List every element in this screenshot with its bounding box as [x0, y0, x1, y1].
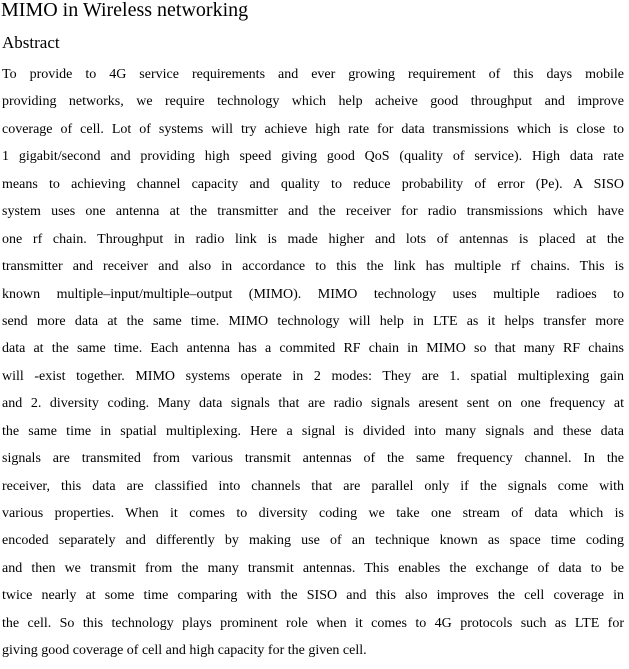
- abstract-line: send more data at the same time. MIMO technology will help in LTE as it helps transfer more: [2, 313, 624, 329]
- abstract-line: one rf chain. Throughput in radio link is made higher and lots of antennas is placed at the: [2, 231, 624, 247]
- abstract-line: providing networks, we require technology which help acheive good throughput and improve: [2, 94, 624, 110]
- abstract-line: transmitter and receiver and also in accordance to this the link has multiple rf chains. This is: [2, 259, 624, 275]
- abstract-line: encoded separately and differently by making use of an technique known as space time coding: [2, 533, 624, 549]
- abstract-body: [2, 64, 629, 668]
- abstract-line: 1 gigabit/second and providing high speed giving good QoS (quality of service). High data rate: [2, 149, 624, 165]
- abstract-line: receiver, this data are classified into channels that are parallel only if the signals come with: [2, 478, 624, 494]
- abstract-line: giving good coverage of cell and high capacity for the given cell.: [2, 643, 367, 659]
- abstract-line: signals are transmited from various transmit antennas of the same frequency channel. In the: [2, 451, 624, 467]
- abstract-line: various properties. When it comes to diversity coding we take one stream of data which is: [2, 506, 624, 521]
- abstract-line: twice nearly at some time comparing with the SISO and this also improves the cell coverage in: [2, 588, 624, 604]
- abstract-line: means to achieving channel capacity and quality to reduce probability of error (Pe). A SISO: [2, 176, 624, 192]
- abstract-line: To provide to 4G service requirements and ever growing requirement of this days mobile: [2, 67, 624, 82]
- abstract-line: and then we transmit from the many transmit antennas. This enables the exchange of data to be: [2, 560, 624, 576]
- abstract-line: data at the same time. Each antenna has a commited RF chain in MIMO so that many RF chains: [2, 341, 624, 357]
- abstract-line: known multiple–input/multiple–output (MIMO). MIMO technology uses multiple radioes to: [2, 286, 624, 302]
- abstract-line: and 2. diversity coding. Many data signals that are radio signals aresent sent on one frequency at: [2, 396, 624, 412]
- abstract-line: the cell. So this technology plays prominent role when it comes to 4G protocols such as LTE for: [2, 615, 624, 631]
- abstract-line: will -exist together. MIMO systems operate in 2 modes: They are 1. spatial multiplexing gain: [2, 368, 624, 384]
- document-title: MIMO in Wireless networking: [1, 0, 249, 21]
- abstract-line: the same time in spatial multiplexing. Here a signal is divided into many signals and these data: [2, 423, 624, 439]
- abstract-heading: Abstract: [2, 33, 60, 52]
- abstract-line: coverage of cell. Lot of systems will try achieve high rate for data transmissions which is close to: [2, 121, 624, 137]
- abstract-line: system uses one antenna at the transmitter and the receiver for radio transmissions which have: [2, 204, 624, 220]
